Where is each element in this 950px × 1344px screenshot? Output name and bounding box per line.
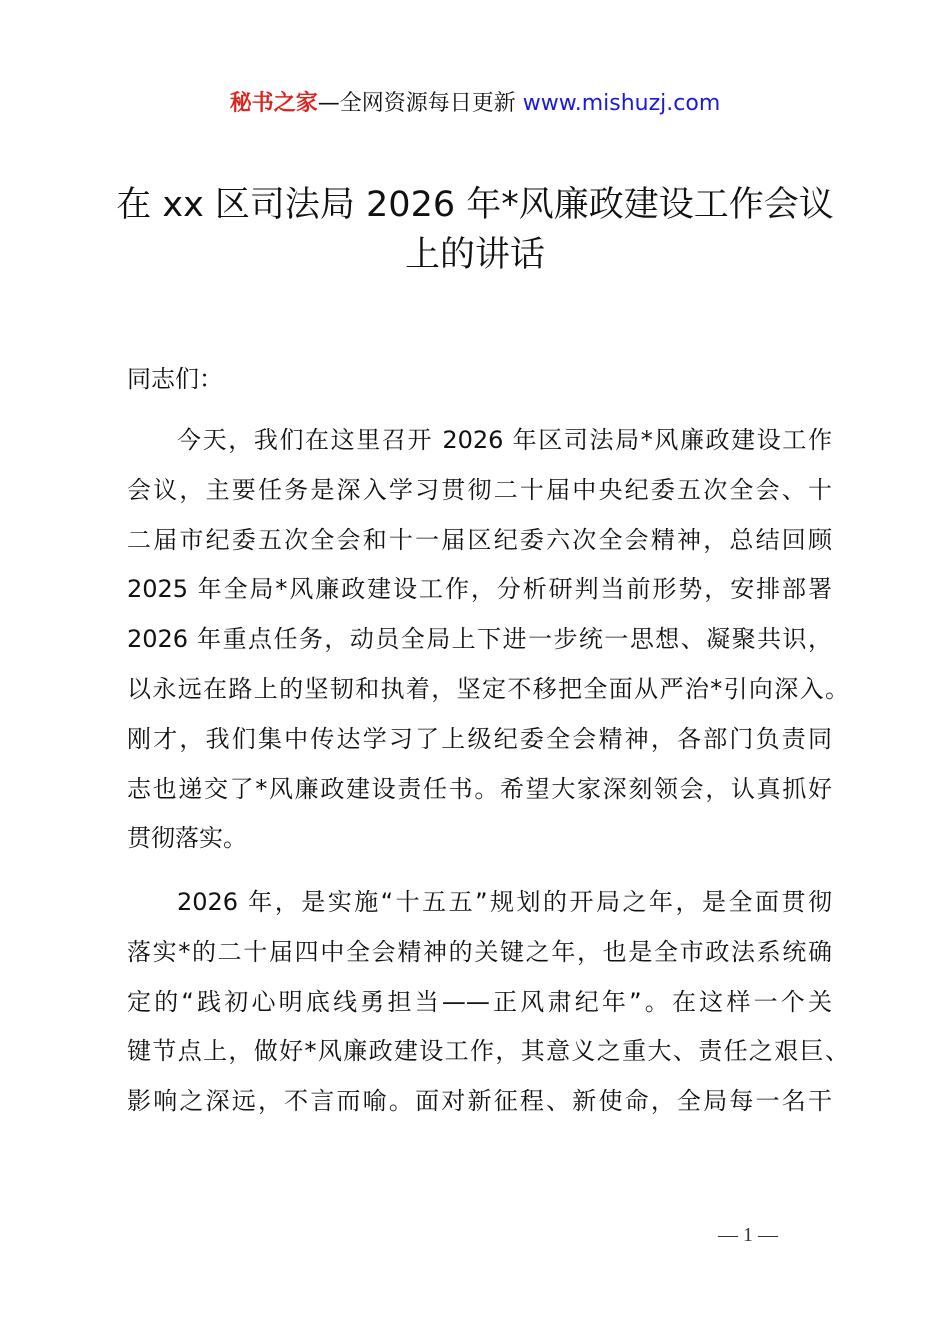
paragraph-1 (127, 416, 849, 864)
text-line: 2026 年重点任务，动员全局上下进一步统一思想、凝聚共识， (127, 625, 832, 654)
site-header (0, 88, 950, 120)
paragraph-2 (127, 878, 849, 1127)
text-line: 会议，主要任务是深入学习贯彻二十届中央纪委五次全会、十 (127, 475, 832, 504)
site-url-link[interactable]: www.mishuzj.com (522, 91, 721, 116)
text-line: 志也递交了*风廉政建设责任书。希望大家深刻领会，认真抓好 (127, 774, 832, 803)
title-line-1: 在 xx 区司法局 2026 年*风廉政建设工作会议 (116, 185, 834, 225)
text-line: 落实*的二十届四中全会精神的关键之年，也是全市政法系统确 (127, 937, 832, 966)
document-title (100, 180, 850, 280)
text-line: 以永远在路上的坚韧和执着，坚定不移把全面从严治*引向深入。 (127, 674, 849, 703)
page-number: — 1 — (718, 1224, 778, 1246)
text-line: 定的“践初心明底线勇担当——正风肃纪年”。在这样一个关 (127, 987, 832, 1016)
text-line: 影响之深远，不言而喻。面对新征程、新使命，全局每一名干 (127, 1087, 832, 1116)
header-slogan: —全网资源每日更新 (317, 91, 523, 116)
text-line: 今天，我们在这里召开 2026 年区司法局*风廉政建设工作 (177, 426, 832, 454)
title-line-2: 上的讲话 (404, 235, 545, 275)
text-line: 二届市纪委五次全会和十一届区纪委六次全会精神，总结回顾 (127, 525, 832, 554)
text-line: 刚才，我们集中传达学习了上级纪委全会精神，各部门负责同 (127, 724, 832, 753)
text-line: 贯彻落实。 (127, 824, 247, 853)
brand-name: 秘书之家 (229, 91, 318, 116)
text-line: 键节点上，做好*风廉政建设工作，其意义之重大、责任之艰巨、 (127, 1037, 849, 1066)
greeting: 同志们： (127, 365, 223, 393)
text-line: 2025 年全局*风廉政建设工作，分析研判当前形势，安排部署 (127, 575, 832, 604)
text-line: 2026 年，是实施“十五五”规划的开局之年，是全面贯彻 (177, 888, 832, 916)
